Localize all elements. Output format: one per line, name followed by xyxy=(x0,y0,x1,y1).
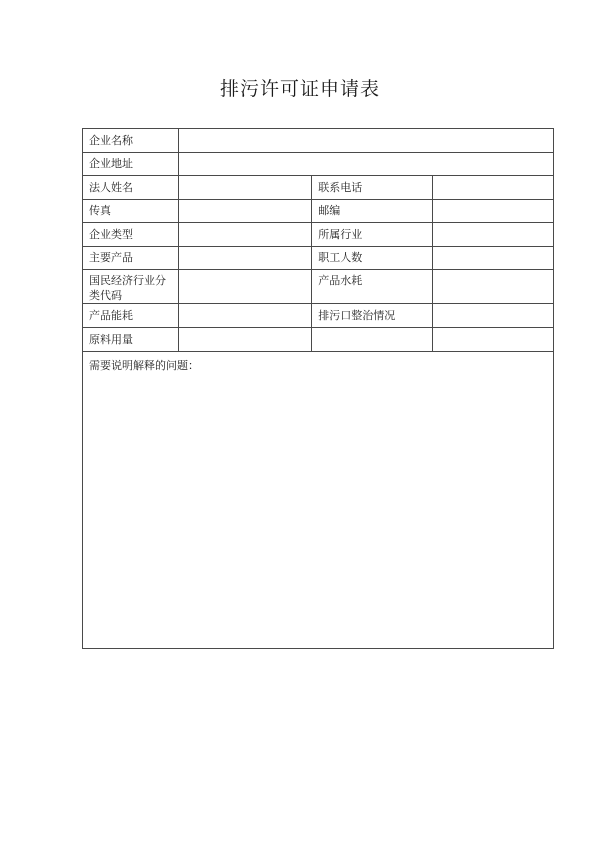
row-company-name xyxy=(83,129,554,153)
row-energy-consumption xyxy=(83,304,554,328)
row-main-products xyxy=(83,247,554,270)
company-type-field[interactable] xyxy=(178,223,312,247)
raw-material-extra-field-1[interactable] xyxy=(312,328,432,352)
contact-phone-label: 联系电话 xyxy=(312,176,432,200)
employee-count-field[interactable] xyxy=(432,247,553,270)
postcode-field[interactable] xyxy=(432,200,553,223)
company-name-label: 企业名称 xyxy=(83,129,179,153)
water-consumption-label: 产品水耗 xyxy=(312,270,432,304)
application-form-table xyxy=(82,128,554,649)
fax-field[interactable] xyxy=(178,200,312,223)
raw-material-extra-field-2[interactable] xyxy=(432,328,553,352)
row-notes xyxy=(83,352,554,649)
main-products-field[interactable] xyxy=(178,247,312,270)
industry-label: 所属行业 xyxy=(312,223,432,247)
legal-person-field[interactable] xyxy=(178,176,312,200)
employee-count-label: 职工人数 xyxy=(312,247,432,270)
form-title: 排污许可证申请表 xyxy=(219,78,380,100)
energy-consumption-label: 产品能耗 xyxy=(83,304,179,328)
industry-field[interactable] xyxy=(432,223,553,247)
outlet-rectification-field[interactable] xyxy=(432,304,553,328)
raw-material-label: 原料用量 xyxy=(83,328,179,352)
company-name-field[interactable] xyxy=(178,129,553,153)
row-raw-material xyxy=(83,328,554,352)
company-type-label: 企业类型 xyxy=(83,223,179,247)
row-fax xyxy=(83,200,554,223)
fax-label: 传真 xyxy=(83,200,179,223)
water-consumption-field[interactable] xyxy=(432,270,553,304)
legal-person-label: 法人姓名 xyxy=(83,176,179,200)
outlet-rectification-label: 排污口整治情况 xyxy=(312,304,432,328)
main-products-label: 主要产品 xyxy=(83,247,179,270)
company-address-label: 企业地址 xyxy=(83,153,179,176)
row-company-type xyxy=(83,223,554,247)
notes-area[interactable] xyxy=(83,352,554,649)
row-industry-code xyxy=(83,270,554,304)
row-company-address xyxy=(83,153,554,176)
contact-phone-field[interactable] xyxy=(432,176,553,200)
industry-code-label: 国民经济行业分类代码 xyxy=(83,270,179,304)
industry-code-field[interactable] xyxy=(178,270,312,304)
company-address-field[interactable] xyxy=(178,153,553,176)
row-legal-person xyxy=(83,176,554,200)
postcode-label: 邮编 xyxy=(312,200,432,223)
notes-label: 需要说明解释的问题： xyxy=(89,359,199,372)
raw-material-field[interactable] xyxy=(178,328,312,352)
energy-consumption-field[interactable] xyxy=(178,304,312,328)
